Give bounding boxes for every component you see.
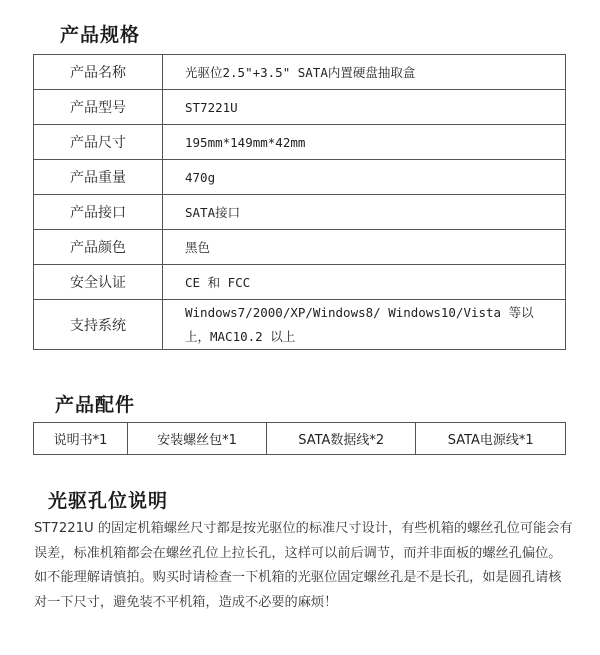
- spec-label: 产品接口: [34, 195, 163, 230]
- spec-label: 产品尺寸: [34, 125, 163, 160]
- spec-row-name: [34, 55, 566, 90]
- spec-table: [33, 54, 566, 350]
- spec-label: 支持系统: [34, 300, 163, 350]
- spec-label: 产品颜色: [34, 230, 163, 265]
- spec-row-size: [34, 125, 566, 160]
- spec-row-model: [34, 90, 566, 125]
- spec-value: 470g: [163, 160, 566, 195]
- spec-value: SATA接口: [163, 195, 566, 230]
- accessory-item: 安装螺丝包*1: [128, 423, 267, 455]
- spec-section-title: 产品规格: [60, 24, 141, 46]
- accessory-item: SATA数据线*2: [266, 423, 416, 455]
- spec-row-color: [34, 230, 566, 265]
- accessories-section-title: 产品配件: [55, 394, 136, 416]
- spec-row-interface: [34, 195, 566, 230]
- spec-value: ST7221U: [163, 90, 566, 125]
- accessory-item: SATA电源线*1: [416, 423, 566, 455]
- spec-label: 安全认证: [34, 265, 163, 300]
- bay-note-text: ST7221U 的固定机箱螺丝尺寸都是按光驱位的标准尺寸设计，有些机箱的螺丝孔位可能会有误差，标准机箱都会在螺丝孔位上拉长孔，这样可以前后调节，而并非面板的螺丝孔偏位。如不能理解请慎拍。购买时请检查一下机箱的光驱位固定螺丝孔是不是长孔，如是圆孔请核对一下尺寸，避免装不平机箱，造成不必要的麻烦！: [34, 521, 573, 610]
- spec-value: 光驱位2.5"+3.5" SATA内置硬盘抽取盒: [163, 55, 566, 90]
- spec-label: 产品重量: [34, 160, 163, 195]
- spec-value: Windows7/2000/XP/Windows8/ Windows10/Vista 等以上，MAC10.2 以上: [163, 300, 566, 350]
- bay-note-title: 光驱孔位说明: [48, 490, 169, 512]
- spec-row-certification: [34, 265, 566, 300]
- accessories-table: [33, 422, 566, 455]
- spec-label: 产品型号: [34, 90, 163, 125]
- accessory-item: 说明书*1: [34, 423, 128, 455]
- spec-row-weight: [34, 160, 566, 195]
- accessories-row: [34, 423, 566, 455]
- spec-label: 产品名称: [34, 55, 163, 90]
- spec-row-os: [34, 300, 566, 350]
- spec-value: 黑色: [163, 230, 566, 265]
- spec-value: CE 和 FCC: [163, 265, 566, 300]
- spec-value: 195mm*149mm*42mm: [163, 125, 566, 160]
